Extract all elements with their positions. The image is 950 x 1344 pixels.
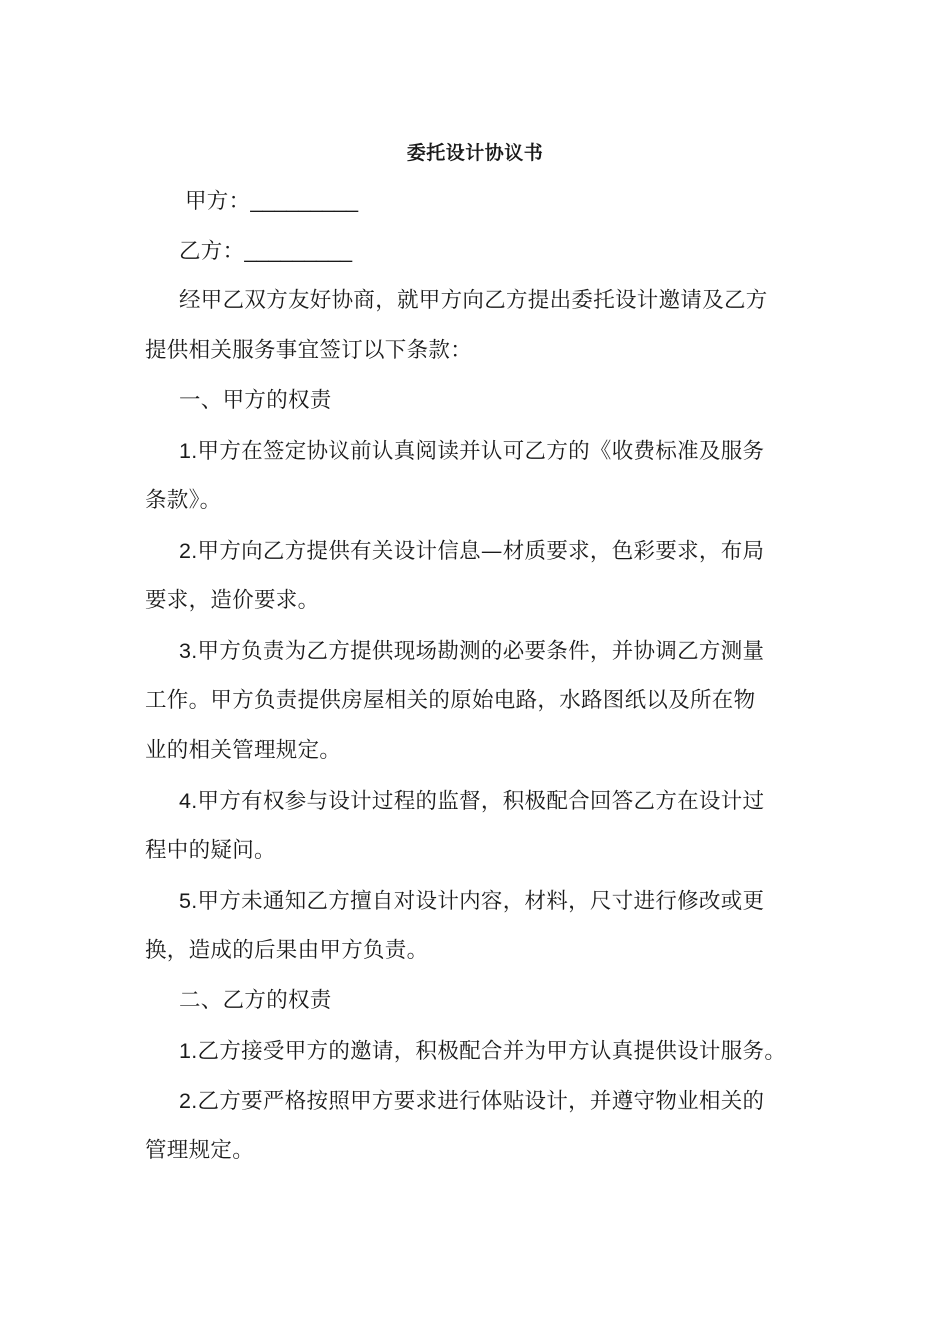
s2-item1-number: 1. [179, 1039, 198, 1063]
section2-heading: 二、乙方的权责 [179, 988, 332, 1013]
s2-item1-text: 乙方接受甲方的邀请，积极配合并为甲方认真提供设计服务。 [197, 1039, 787, 1064]
s1-item3-line1 [179, 636, 764, 667]
party-a-blank: _________ [250, 189, 359, 213]
s1-item4-line1 [179, 786, 764, 817]
intro-line-1: 经甲乙双方友好协商，就甲方向乙方提出委托设计邀请及乙方 [179, 288, 768, 313]
s1-item1-number: 1. [179, 439, 198, 463]
party-b-line [179, 236, 352, 267]
s1-item5-line1 [179, 886, 764, 917]
party-a-line [185, 186, 358, 217]
party-a-label: 甲方： [185, 189, 251, 214]
s1-item1-text: 甲方在签定协议前认真阅读并认可乙方的《收费标准及服务 [197, 439, 765, 464]
s1-item2-number: 2. [179, 539, 198, 563]
s2-item1-line1 [179, 1036, 786, 1067]
s1-item4-number: 4. [179, 789, 198, 813]
s2-item2-number: 2. [179, 1089, 198, 1113]
s1-item5-text: 甲方未通知乙方擅自对设计内容，材料，尺寸进行修改或更 [197, 889, 765, 914]
s1-item5-line2: 换，造成的后果由甲方负责。 [145, 938, 429, 963]
s1-item1-line2: 条款》。 [145, 488, 222, 513]
party-b-label: 乙方： [179, 239, 245, 264]
s2-item2-line2: 管理规定。 [145, 1138, 255, 1163]
s1-item5-number: 5. [179, 889, 198, 913]
document-title: 委托设计协议书 [406, 142, 544, 164]
s1-item4-text: 甲方有权参与设计过程的监督，积极配合回答乙方在设计过 [197, 789, 765, 814]
s2-item2-line1 [179, 1086, 764, 1117]
s1-item3-line2: 工作。甲方负责提供房屋相关的原始电路，水路图纸以及所在物 [145, 688, 756, 713]
party-b-blank: _________ [244, 239, 353, 263]
s1-item3-text: 甲方负责为乙方提供现场勘测的必要条件，并协调乙方测量 [197, 639, 765, 664]
s1-item2-line1 [179, 536, 764, 567]
section1-heading: 一、甲方的权责 [179, 388, 332, 413]
s1-item1-line1 [179, 436, 764, 467]
s2-item2-text: 乙方要严格按照甲方要求进行体贴设计，并遵守物业相关的 [197, 1089, 765, 1114]
intro-line-2: 提供相关服务事宜签订以下条款： [145, 338, 473, 363]
s1-item2-text: 甲方向乙方提供有关设计信息—材质要求，色彩要求，布局 [197, 539, 765, 564]
s1-item2-line2: 要求，造价要求。 [145, 588, 320, 613]
s1-item4-line2: 程中的疑问。 [145, 838, 276, 863]
s1-item3-line3: 业的相关管理规定。 [145, 738, 342, 763]
s1-item3-number: 3. [179, 639, 198, 663]
